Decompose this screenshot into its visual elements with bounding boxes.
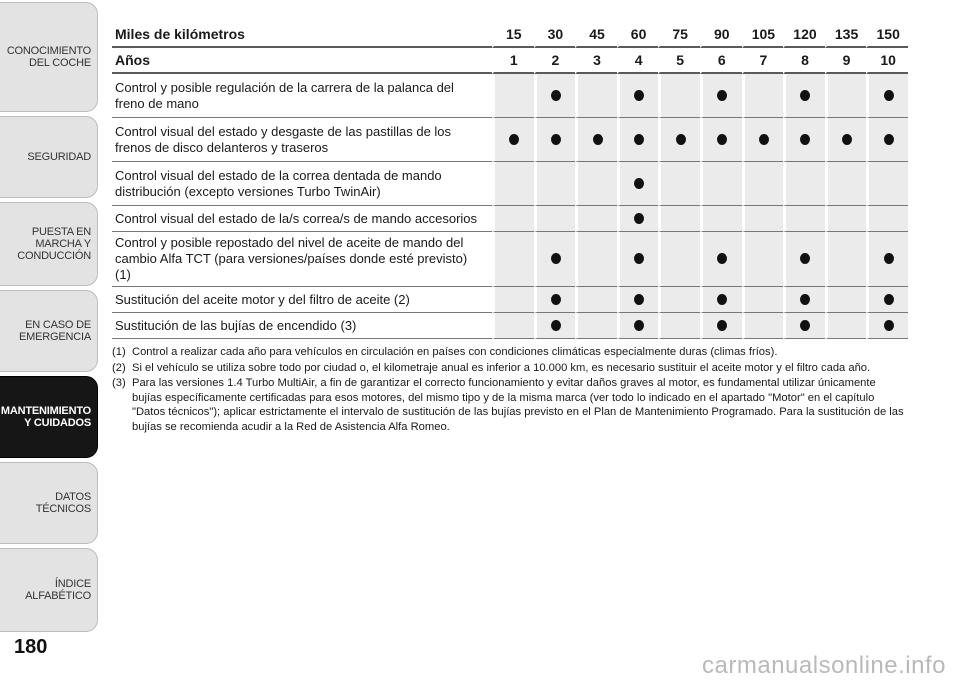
header-years-label: Años — [112, 48, 492, 74]
interval-cell — [617, 118, 659, 162]
header-km-label: Miles de kilómetros — [112, 22, 492, 48]
interval-cell — [617, 74, 659, 118]
interval-cell — [492, 74, 534, 118]
interval-cell — [783, 118, 825, 162]
interval-cell — [825, 118, 867, 162]
table-row — [112, 118, 908, 162]
header-year: 6 — [700, 48, 742, 74]
header-year: 7 — [742, 48, 784, 74]
service-dot-icon — [884, 90, 894, 101]
interval-cell — [700, 118, 742, 162]
maintenance-rows — [112, 74, 908, 339]
service-dot-icon — [634, 90, 644, 101]
footnote — [112, 376, 908, 434]
service-dot-icon — [634, 178, 644, 189]
interval-cell — [783, 287, 825, 313]
service-dot-icon — [634, 294, 644, 305]
footnote-text: Para las versiones 1.4 Turbo MultiAir, a fin de garantizar el correcto funcionamiento y evitar daños graves al motor, es fundamental utilizar únicamente bujías específicamente certificadas para esos motores, del mismo tipo y de la misma marca (ver todo lo indicado en el apartado "Motor" en el capítulo "Datos técnicos"); aplicar estrictamente el intervalo de sustitución de las bujías previsto en el Plan de Mantenimiento Programado. Para la sustitución de las bujías se recomienda acudir a la Red de Asistencia Alfa Romeo. — [132, 377, 904, 433]
footnotes — [112, 345, 908, 434]
service-dot-icon — [717, 253, 727, 264]
service-dot-icon — [800, 320, 810, 331]
interval-cell — [617, 313, 659, 339]
sidebar-tab-emergencia[interactable]: EN CASO DE EMERGENCIA — [0, 290, 98, 372]
interval-cell — [492, 162, 534, 206]
service-dot-icon — [634, 134, 644, 145]
interval-cell — [700, 232, 742, 287]
interval-cell — [617, 287, 659, 313]
service-dot-icon — [842, 134, 852, 145]
interval-cell — [534, 287, 576, 313]
interval-cell — [575, 232, 617, 287]
interval-cell — [534, 313, 576, 339]
service-dot-icon — [593, 134, 603, 145]
header-km: 75 — [658, 22, 700, 48]
sidebar-tab-mantenimiento[interactable]: MANTENIMIENTO Y CUIDADOS — [0, 376, 98, 458]
interval-cell — [700, 287, 742, 313]
interval-cell — [825, 162, 867, 206]
interval-cell — [534, 162, 576, 206]
interval-cell — [742, 74, 784, 118]
footnote-number: (1) — [112, 346, 126, 358]
interval-cell — [534, 74, 576, 118]
table-row — [112, 287, 908, 313]
header-year: 9 — [825, 48, 867, 74]
interval-cell — [866, 206, 908, 232]
interval-cell — [783, 313, 825, 339]
interval-cell — [742, 162, 784, 206]
interval-cell — [534, 118, 576, 162]
interval-cell — [742, 313, 784, 339]
service-dot-icon — [884, 294, 894, 305]
service-dot-icon — [551, 253, 561, 264]
interval-cell — [783, 232, 825, 287]
footnote — [112, 345, 908, 360]
service-dot-icon — [800, 90, 810, 101]
interval-cell — [492, 118, 534, 162]
footnote-number: (2) — [112, 361, 126, 374]
interval-cell — [575, 313, 617, 339]
interval-cell — [575, 206, 617, 232]
header-km: 15 — [492, 22, 534, 48]
header-year: 1 — [492, 48, 534, 74]
service-dot-icon — [551, 320, 561, 331]
header-year: 4 — [617, 48, 659, 74]
interval-cell — [575, 162, 617, 206]
interval-cell — [492, 206, 534, 232]
interval-cell — [866, 313, 908, 339]
service-dot-icon — [884, 320, 894, 331]
service-dot-icon — [717, 90, 727, 101]
sidebar-tab-puesta-en-marcha[interactable]: PUESTA EN MARCHA Y CONDUCCIÓN — [0, 202, 98, 286]
interval-cell — [575, 287, 617, 313]
operation-label: Control visual del estado de la correa dentada de mando distribución (excepto versiones Turbo TwinAir) — [112, 162, 492, 206]
header-year: 2 — [534, 48, 576, 74]
watermark: carmanualsonline.info — [702, 652, 946, 679]
interval-cell — [866, 232, 908, 287]
operation-label: Control y posible repostado del nivel de aceite de mando del cambio Alfa TCT (para versiones/países donde esté previsto) (1) — [112, 232, 492, 287]
footnote-text: Control a realizar cada año para vehículos en circulación en países con condiciones climáticas especialmente duras (climas fríos). — [132, 346, 778, 358]
sidebar-tab-conocimiento[interactable]: CONOCIMIENTO DEL COCHE — [0, 2, 98, 112]
interval-cell — [492, 232, 534, 287]
header-row-years — [112, 48, 908, 74]
page-number: 180 — [14, 636, 48, 658]
sidebar-tab-indice[interactable]: ÍNDICE ALFABÉTICO — [0, 548, 98, 632]
maintenance-content — [112, 22, 908, 435]
interval-cell — [866, 118, 908, 162]
header-km: 120 — [783, 22, 825, 48]
interval-cell — [783, 162, 825, 206]
interval-cell — [617, 206, 659, 232]
table-row — [112, 74, 908, 118]
interval-cell — [534, 232, 576, 287]
maintenance-table — [112, 22, 908, 339]
header-km: 90 — [700, 22, 742, 48]
operation-label: Control y posible regulación de la carrera de la palanca del freno de mano — [112, 74, 492, 118]
interval-cell — [866, 74, 908, 118]
interval-cell — [700, 162, 742, 206]
service-dot-icon — [551, 134, 561, 145]
header-km: 60 — [617, 22, 659, 48]
interval-cell — [783, 74, 825, 118]
header-km: 135 — [825, 22, 867, 48]
interval-cell — [866, 287, 908, 313]
interval-cell — [492, 287, 534, 313]
interval-cell — [825, 206, 867, 232]
service-dot-icon — [634, 253, 644, 264]
table-row — [112, 206, 908, 232]
interval-cell — [617, 232, 659, 287]
interval-cell — [658, 206, 700, 232]
service-dot-icon — [551, 294, 561, 305]
interval-cell — [658, 74, 700, 118]
interval-cell — [534, 206, 576, 232]
service-dot-icon — [717, 134, 727, 145]
interval-cell — [658, 287, 700, 313]
interval-cell — [575, 74, 617, 118]
interval-cell — [658, 118, 700, 162]
interval-cell — [825, 232, 867, 287]
sidebar-tab-seguridad[interactable]: SEGURIDAD — [0, 116, 98, 198]
header-year: 3 — [575, 48, 617, 74]
interval-cell — [658, 232, 700, 287]
service-dot-icon — [717, 320, 727, 331]
footnote-number: (3) — [112, 377, 126, 389]
interval-cell — [742, 232, 784, 287]
operation-label: Control visual del estado de la/s correa/s de mando accesorios — [112, 206, 492, 232]
header-row-km — [112, 22, 908, 48]
service-dot-icon — [509, 134, 519, 145]
operation-label: Sustitución del aceite motor y del filtro de aceite (2) — [112, 287, 492, 313]
table-row — [112, 232, 908, 287]
interval-cell — [825, 287, 867, 313]
interval-cell — [866, 162, 908, 206]
service-dot-icon — [759, 134, 769, 145]
header-year: 8 — [783, 48, 825, 74]
service-dot-icon — [884, 253, 894, 264]
operation-label: Control visual del estado y desgaste de las pastillas de los frenos de disco delanteros y traseros — [112, 118, 492, 162]
table-row — [112, 162, 908, 206]
service-dot-icon — [634, 320, 644, 331]
service-dot-icon — [676, 134, 686, 145]
interval-cell — [658, 162, 700, 206]
chapter-sidebar — [0, 0, 100, 658]
interval-cell — [575, 118, 617, 162]
service-dot-icon — [800, 134, 810, 145]
header-km: 150 — [866, 22, 908, 48]
table-row — [112, 313, 908, 339]
header-km: 45 — [575, 22, 617, 48]
footnote-text: Si el vehículo se utiliza sobre todo por ciudad o, el kilometraje anual es inferior a 10.000 km, es necesario sustituir el aceite motor y el filtro cada año. — [132, 361, 871, 374]
interval-cell — [783, 206, 825, 232]
interval-cell — [658, 313, 700, 339]
interval-cell — [742, 118, 784, 162]
interval-cell — [825, 74, 867, 118]
interval-cell — [617, 162, 659, 206]
interval-cell — [700, 74, 742, 118]
service-dot-icon — [800, 294, 810, 305]
header-km: 30 — [534, 22, 576, 48]
interval-cell — [492, 313, 534, 339]
operation-label: Sustitución de las bujías de encendido (3) — [112, 313, 492, 339]
interval-cell — [742, 287, 784, 313]
service-dot-icon — [717, 294, 727, 305]
service-dot-icon — [884, 134, 894, 145]
interval-cell — [700, 206, 742, 232]
service-dot-icon — [551, 90, 561, 101]
footnote — [112, 361, 908, 376]
service-dot-icon — [800, 253, 810, 264]
header-km: 105 — [742, 22, 784, 48]
header-year: 5 — [658, 48, 700, 74]
interval-cell — [825, 313, 867, 339]
interval-cell — [742, 206, 784, 232]
interval-cell — [700, 313, 742, 339]
header-year: 10 — [866, 48, 908, 74]
service-dot-icon — [634, 213, 644, 224]
sidebar-tab-datos-tecnicos[interactable]: DATOS TÉCNICOS — [0, 462, 98, 544]
